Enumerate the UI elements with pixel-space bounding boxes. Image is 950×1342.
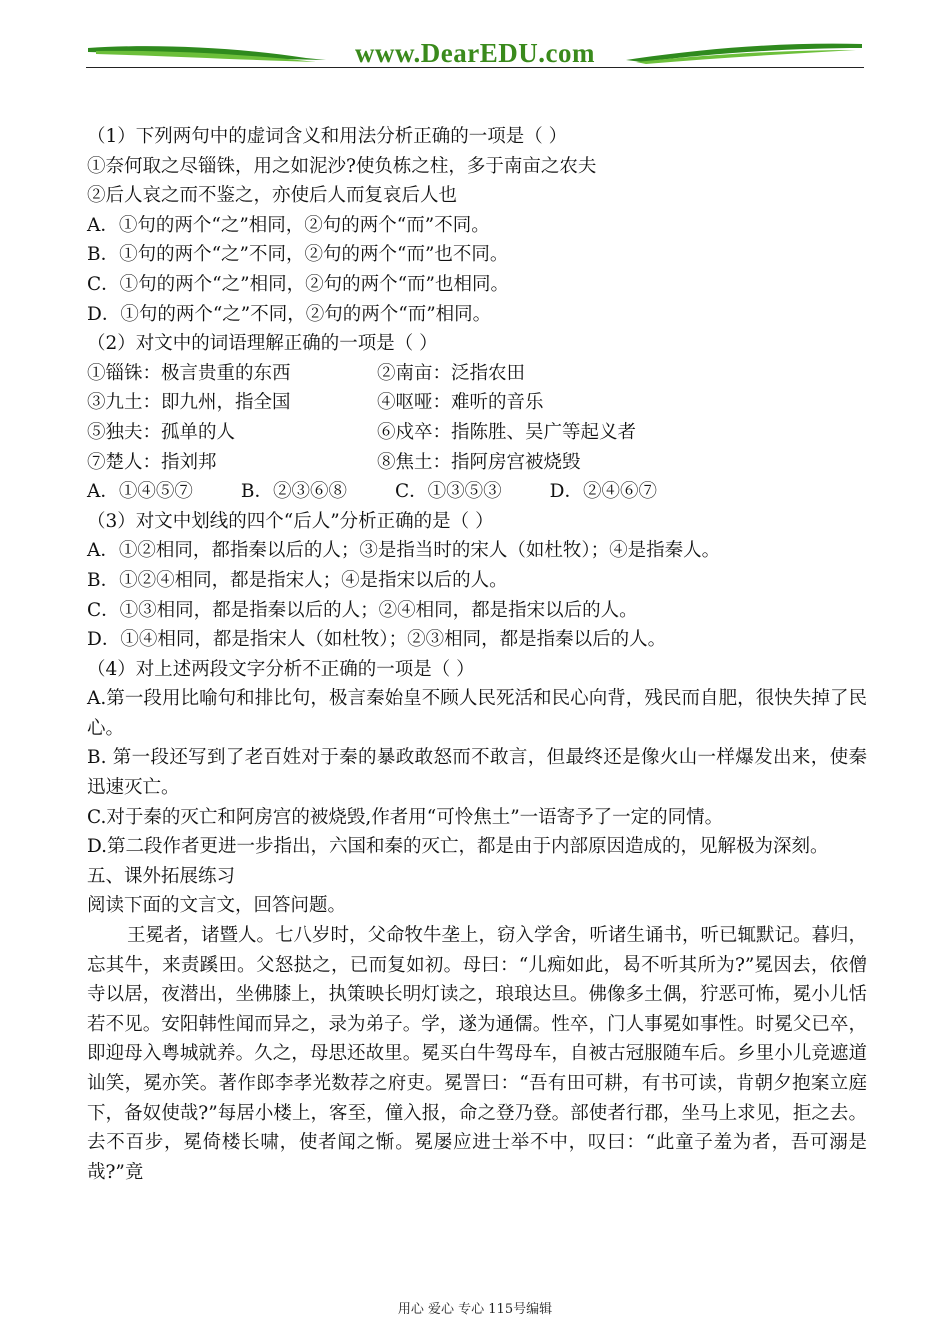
q2-row [87,388,867,418]
q2-stem: （2）对文中的词语理解正确的一项是（ ） [87,333,438,355]
q4-option-a: A.第一段用比喻句和排比句，极言秦始皇不顾人民死活和民心向背，残民而自肥，很快失掉了民心。 [87,688,867,739]
page-footer: 用心 爱心 专心 115号编辑 [397,1302,553,1317]
q2-option-b: B．②③⑥⑧ [240,481,347,503]
q2-item: ⑤独夫：孤单的人 [87,421,236,443]
q4-stem: （4）对上述两段文字分析不正确的一项是（ ） [87,658,475,680]
section5-heading: 五、课外拓展练习 [87,865,236,887]
section5-passage: 王冕者，诸暨人。七八岁时，父命牧牛垄上，窃入学舍，听诸生诵书，听已辄默记。暮归，忘其牛，来责蹊田。父怒挞之，已而复如初。母曰：“儿痴如此，曷不听其所为?”冕因去，依僧寺以居，夜潜出，坐佛膝上，执策映长明灯读之，琅琅达旦。佛像多土偶，狞恶可怖，冕小儿恬若不见。安阳韩性闻而异之，录为弟子。学，遂为通儒。性卒，门人事冕如事性。时冕父已卒，即迎母入粤城就养。久之，母思还故里。冕买白牛驾母车，自被古冠服随车后。乡里小儿竞遮道讪笑，冕亦笑。著作郎李孝光数荐之府吏。冕詈曰：“吾有田可耕，有书可读，肯朝夕抱案立庭下，备奴使哉?”每居小楼上，客至，僮入报，命之登乃登。部使者行郡，坐马上求见，拒之去。去不百步，冕倚楼长啸，使者闻之惭。冕屡应进士举不中，叹曰：“此童子羞为者，吾可溺是哉?”竟 [87,925,868,1183]
q2-item: ①锱铢：极言贵重的东西 [87,362,291,384]
q4-option-b: B. 第一段还写到了老百姓对于秦的暴政敢怒而不敢言，但最终还是像火山一样爆发出来，使秦迅速灭亡。 [87,747,867,799]
q1-sentence-2: ②后人哀之而不鉴之，亦使后人而复哀后人也 [87,185,458,207]
q2-options [87,477,867,507]
q2-option-d: D．②④⑥⑦ [549,481,657,503]
q3-option-c: C．①③相同，都是指秦以后的人；②④相同，都是指宋以后的人。 [87,599,638,621]
q3-option-b: B．①②④相同，都是指宋人；④是指宋以后的人。 [87,569,508,591]
q2-item: ⑦楚人：指刘邦 [87,451,217,473]
q2-item: ③九土：即九州，指全国 [87,392,291,414]
q1-option-c: C．①句的两个“之”相同，②句的两个“而”也相同。 [87,273,509,295]
site-url: www.DearEDU.com [355,38,595,68]
q2-row [87,359,867,389]
q1-sentence-1: ①奈何取之尽锱铢，用之如泥沙?使负栋之柱，多于南亩之农夫 [87,155,597,177]
q2-option-c: C．①③⑤③ [394,481,502,503]
q3-option-a: A．①②相同，都指秦以后的人；③是指当时的宋人（如杜牧）；④是指秦人。 [87,540,721,562]
q2-row [87,448,867,478]
header-rule [86,67,864,68]
site-header [86,36,864,76]
q2-item: ②南亩：泛指农田 [377,362,526,384]
q2-item: ⑧焦土：指阿房宫被烧毁 [377,451,581,473]
section5-instruction: 阅读下面的文言文，回答问题。 [87,895,347,917]
q2-item: ⑥戍卒：指陈胜、吴广等起义者 [377,421,637,443]
q2-option-a: A．①④⑤⑦ [87,481,193,503]
q4-option-c: C.对于秦的灭亡和阿房宫的被烧毁,作者用“可怜焦土”一语寄予了一定的同情。 [87,806,724,828]
q3-stem: （3）对文中划线的四个“后人”分析正确的是（ ） [87,510,494,532]
q1-stem: （1）下列两句中的虚词含义和用法分析正确的一项是（ ） [87,126,568,147]
q1-option-a: A．①句的两个“之”相同，②句的两个“而”不同。 [87,214,490,236]
q2-item: ④呕哑：难听的音乐 [377,392,544,414]
q1-option-b: B．①句的两个“之”不同，②句的两个“而”也不同。 [87,244,509,266]
q2-row [87,418,867,448]
q4-option-d: D.第二段作者更进一步指出，六国和秦的灭亡，都是由于内部原因造成的，见解极为深刻。 [87,836,829,858]
q3-option-d: D．①④相同，都是指宋人（如杜牧）；②③相同，都是指秦以后的人。 [87,629,667,651]
q1-option-d: D．①句的两个“之”不同，②句的两个“而”相同。 [87,303,492,325]
document-body [87,122,867,1187]
